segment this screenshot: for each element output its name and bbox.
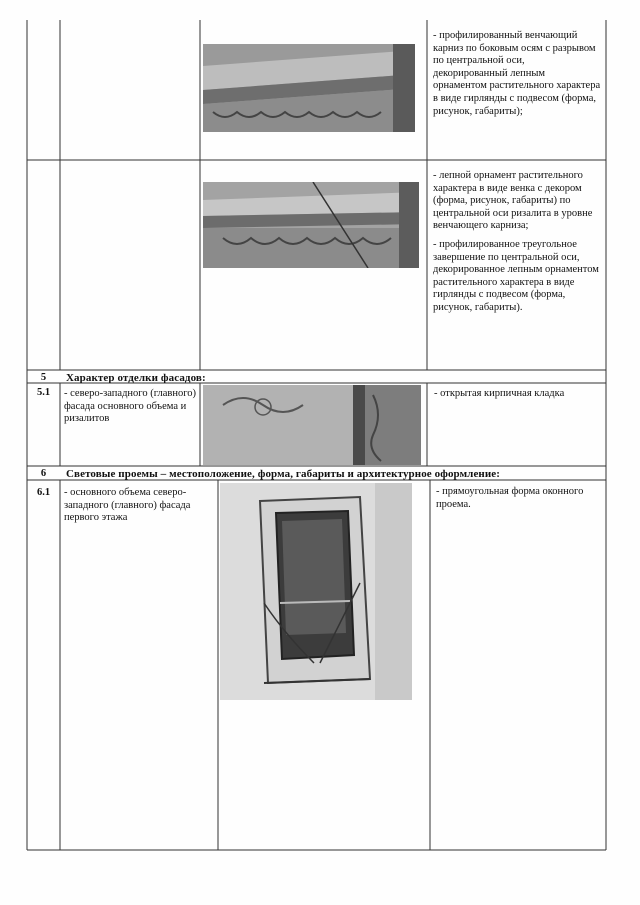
row2-description: [433, 170, 601, 366]
section5-1-label: - северо-западного (главного) фасада основного объема и ризалитов: [64, 388, 196, 425]
row2-desc-para-1: - лепной орнамент растительного характера в виде венка с декором (форма, рисунок, габариты) по центральной оси ризалита в уровне венчающего карниза;: [433, 170, 593, 232]
section6-1-label: - основного объема северо-западного (главного) фасада первого этажа: [64, 487, 191, 524]
brick-facade-photo: [203, 385, 421, 465]
cornice-photo-1: [203, 44, 415, 132]
wreath-ornament-photo: [203, 182, 419, 268]
row1-description: [433, 30, 601, 158]
section6-number: 6: [40, 468, 47, 479]
section5-title: Характер отделки фасадов:: [66, 372, 206, 383]
section5-number: 5: [40, 372, 47, 383]
window-opening-photo: [220, 483, 412, 700]
section6-1-number: 6.1: [36, 487, 51, 498]
section6-1-description: - прямоугольная форма оконного проема.: [436, 486, 584, 510]
section5-1-description: - открытая кирпичная кладка: [434, 388, 565, 399]
row2-desc-para-2: - профилированное треугольное завершение по центральной оси, декорированное лепным орнаментом растительного характера в виде гирлянды с подвесом (форма, рисунок, габариты).: [433, 238, 599, 313]
section5-1-number: 5.1: [36, 387, 51, 398]
section6-title: Световые проемы – местоположение, форма, габариты и архитектурное оформление:: [66, 468, 501, 480]
row1-desc-para-1: - профилированный венчающий карниз по боковым осям с разрывом по центральной оси, декорированный лепным орнаментом растительного характера в виде гирлянды с подвесом (форма, рисунок, габариты);: [433, 30, 601, 117]
